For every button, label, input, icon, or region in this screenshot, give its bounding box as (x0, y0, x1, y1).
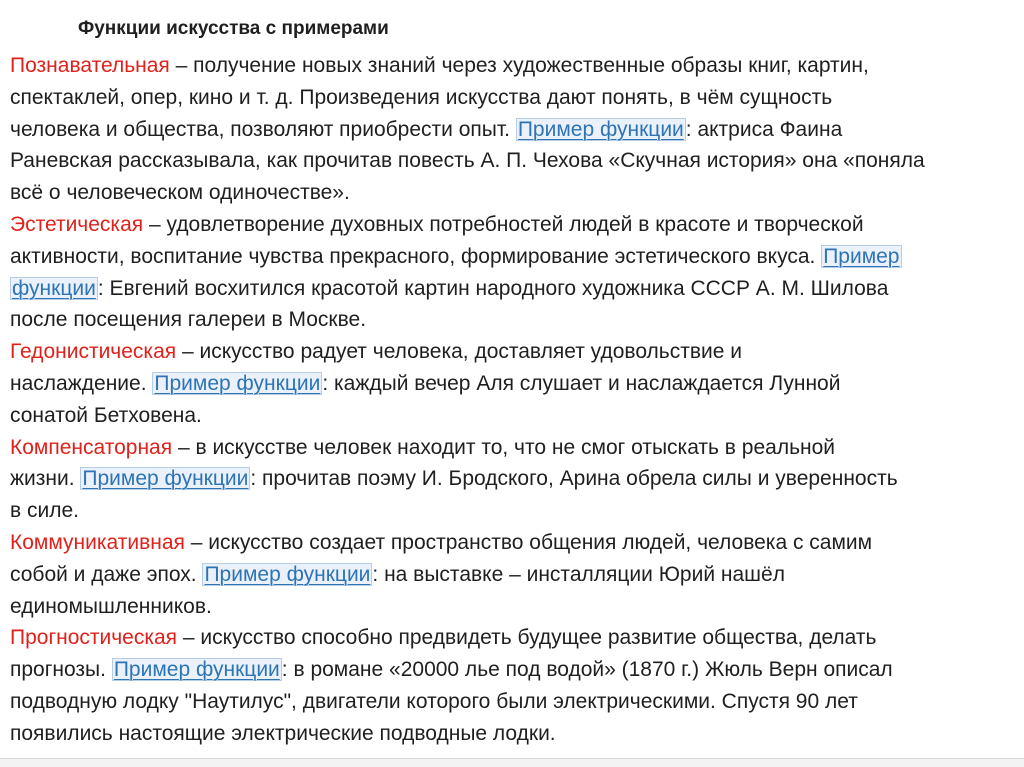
text-line (10, 463, 1020, 495)
function-text: человека и общества, позволяют приобрести опыт. (10, 117, 516, 141)
example-link-communicative[interactable]: Пример функции (204, 562, 371, 586)
function-text: наслаждение. (10, 371, 153, 395)
function-term: Компенсаторная (10, 435, 173, 459)
function-cognitive (10, 50, 1020, 209)
text-line: после посещения галереи в Москве. (10, 308, 367, 332)
function-text: – удовлетворение духовных потребностей людей в красоте и творческой (143, 212, 864, 236)
example-text: : каждый вечер Аля слушает и наслаждается Лунной (322, 371, 841, 395)
text-line (10, 336, 1020, 368)
example-text: : прочитав поэму И. Бродского, Арина обрела силы и уверенность (250, 467, 898, 491)
function-aesthetic (10, 209, 1020, 336)
function-prognostic (10, 622, 1020, 749)
function-term: Познавательная (10, 54, 170, 77)
bottom-bar (0, 759, 1024, 767)
text-line: в силе. (10, 499, 79, 523)
function-text: – искусство радует человека, доставляет удовольствие и (176, 340, 742, 364)
text-line: всё о человеческом одиночестве». (10, 181, 350, 205)
text-line: подводную лодку "Наутилус", двигатели которого были электрическими. Спустя 90 лет (10, 689, 858, 713)
text-line (10, 559, 1020, 591)
function-text: собой и даже эпох. (10, 562, 203, 586)
function-term: Коммуникативная (10, 530, 185, 554)
example-link-cognitive[interactable]: Пример функции (517, 117, 684, 141)
function-text: прогнозы. (10, 658, 112, 682)
body-text (10, 50, 1020, 750)
example-text: : на выставке – инсталляции Юрий нашёл (372, 562, 785, 586)
example-link-aesthetic-part2[interactable]: функции (12, 276, 96, 300)
text-line: единомышленников. (10, 594, 212, 618)
text-line: Раневская рассказывала, как прочитав повесть А. П. Чехова «Скучная история» она «поняла (10, 149, 925, 173)
function-communicative (10, 527, 1020, 622)
text-line (10, 114, 1020, 146)
text-line (10, 273, 1020, 305)
function-term: Эстетическая (10, 212, 144, 236)
text-line (10, 527, 1020, 559)
example-link-hedonistic[interactable]: Пример функции (154, 371, 321, 395)
example-link-compensatory[interactable]: Пример функции (82, 467, 249, 491)
text-line (10, 241, 1020, 273)
function-term: Прогностическая (10, 626, 178, 650)
function-text: – получение новых знаний через художественные образы книг, картин, (169, 54, 869, 77)
example-text: : Евгений восхитился красотой картин народного художника СССР А. М. Шилова (97, 276, 889, 300)
function-text: активности, воспитание чувства прекрасного, формирование эстетического вкуса. (10, 244, 822, 268)
function-text: – искусство способно предвидеть будущее развитие общества, делать (177, 626, 877, 650)
text-line (10, 622, 1020, 654)
text-line (10, 432, 1020, 464)
example-link-aesthetic-part1[interactable]: Пример (823, 244, 900, 268)
text-line (10, 50, 1020, 82)
function-text: – искусство создает пространство общения людей, человека с самим (184, 530, 873, 554)
function-text: – в искусстве человек находит то, что не смог отыскать в реальной (172, 435, 836, 459)
example-link-prognostic[interactable]: Пример функции (113, 658, 280, 682)
function-hedonistic (10, 336, 1020, 431)
function-term: Гедонистическая (10, 340, 177, 364)
function-compensatory (10, 432, 1020, 527)
example-text: : в романе «20000 лье под водой» (1870 г.) Жюль Верн описал (281, 658, 893, 682)
example-text: : актриса Фаина (685, 117, 843, 141)
text-line (10, 654, 1020, 686)
slide-title: Функции искусства с примерами (78, 18, 389, 39)
function-text: жизни. (10, 467, 81, 491)
text-line: спектаклей, опер, кино и т. д. Произведения искусства дают понять, в чём сущность (10, 85, 833, 109)
text-line: появились настоящие электрические подводные лодки. (10, 721, 556, 745)
text-line (10, 368, 1020, 400)
text-line: сонатой Бетховена. (10, 403, 202, 427)
text-line (10, 209, 1020, 241)
